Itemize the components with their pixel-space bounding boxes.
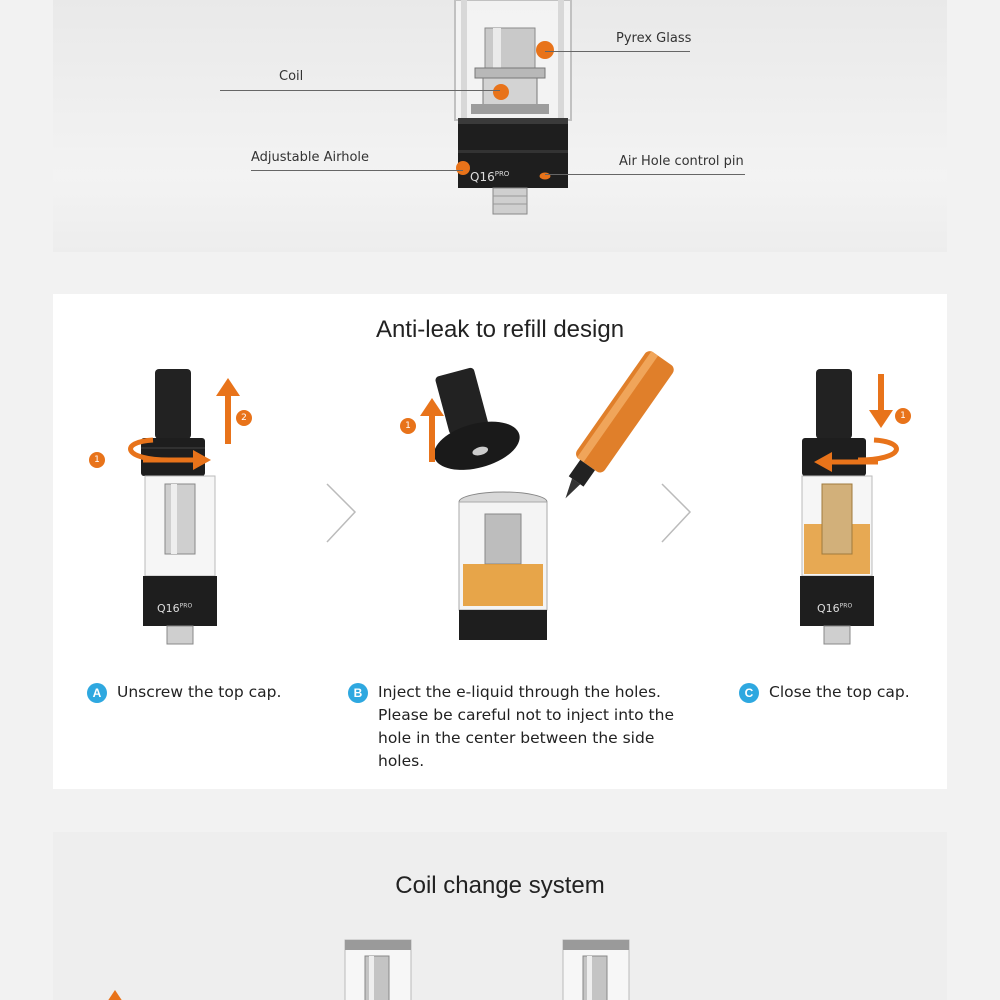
label-coil: Coil [279, 69, 304, 84]
step-text-c: Close the top cap. [769, 683, 910, 701]
chevron-right-icon [658, 480, 698, 550]
section-title-coil: Coil change system [395, 872, 605, 899]
leader-air-hole-control-pin [545, 174, 745, 175]
brand-mark-c-sup: PRO [839, 602, 853, 610]
marker-one-c: 1 [895, 408, 911, 424]
brand-mark-text: Q16 [470, 170, 495, 184]
step-b-illustration [393, 354, 673, 644]
label-adjustable-airhole: Adjustable Airhole [251, 150, 370, 165]
step-text-a: Unscrew the top cap. [117, 683, 282, 701]
marker-two-a: 2 [236, 410, 252, 426]
label-pyrex-glass: Pyrex Glass [616, 31, 692, 46]
brand-mark-a [157, 602, 192, 615]
step-badge-c: C [739, 683, 759, 703]
leader-adjustable-airhole [251, 170, 463, 171]
label-air-hole-control-pin: Air Hole control pin [619, 154, 744, 169]
step-badge-b: B [348, 683, 368, 703]
brand-mark-sup: PRO [494, 170, 510, 178]
brand-mark-c [817, 602, 852, 615]
marker-one-a: 1 [89, 452, 105, 468]
tank-illustration [53, 0, 947, 252]
step-badge-a: A [87, 683, 107, 703]
refill-design-panel [53, 294, 947, 789]
leader-pyrex-glass [545, 51, 690, 52]
brand-mark-a-text: Q16 [157, 602, 180, 615]
brand-mark [470, 170, 509, 184]
coil-illustration-left [343, 936, 413, 1000]
marker-one-b: 1 [400, 418, 416, 434]
brand-mark-c-text: Q16 [817, 602, 840, 615]
coil-illustration-right [561, 936, 631, 1000]
brand-mark-a-sup: PRO [179, 602, 193, 610]
chevron-right-icon [323, 480, 363, 550]
coil-change-panel [53, 832, 947, 1000]
section-title-refill: Anti-leak to refill design [375, 316, 625, 343]
step-text-b: Inject the e-liquid through the holes. Please be careful not to inject into the hole in the center between the side holes. [378, 683, 674, 770]
leader-coil [220, 90, 500, 91]
arrow-up-icon [105, 990, 125, 1000]
labeled-diagram-panel [53, 0, 947, 252]
